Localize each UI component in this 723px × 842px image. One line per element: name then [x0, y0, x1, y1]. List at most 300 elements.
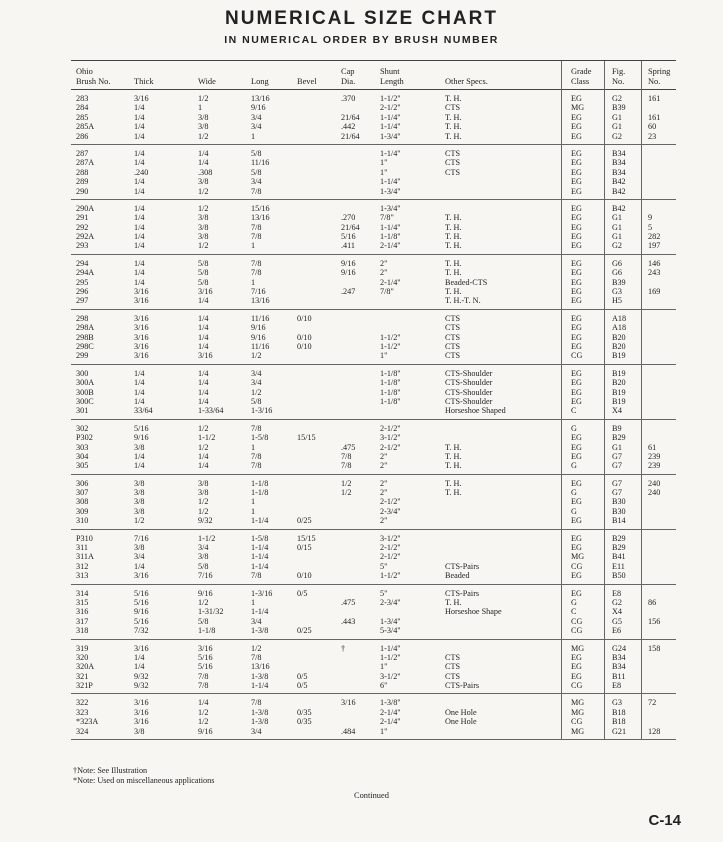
cell-cap: 21/64	[341, 112, 360, 122]
cell-other: CTS	[445, 313, 461, 323]
cell-wide: 3/8	[198, 488, 209, 498]
cell-wide: 5/8	[198, 277, 209, 287]
cell-spring: 128	[648, 726, 661, 736]
cell-no: 315	[76, 597, 89, 607]
cell-thick: 3/16	[134, 717, 149, 727]
cell-long: 5/8	[251, 396, 262, 406]
cell-fig: X4	[612, 607, 623, 617]
cell-no: 322	[76, 698, 89, 708]
cell-other: T. H.	[445, 222, 462, 232]
cell-other: T. H.	[445, 94, 462, 103]
cell-grade: G	[571, 597, 577, 607]
cell-other: CTS-Shoulder	[445, 396, 493, 406]
cell-no: 293	[76, 241, 89, 251]
cell-thick: 33/64	[134, 406, 153, 416]
cell-no: 320A	[76, 662, 95, 672]
cell-no: 289	[76, 177, 89, 187]
cell-cap: .475	[341, 597, 356, 607]
cell-no: 303	[76, 442, 89, 452]
cell-shunt: 2"	[380, 268, 388, 278]
cell-wide: 1/2	[198, 717, 209, 727]
table-row	[71, 259, 676, 268]
cell-thick: 1/4	[134, 103, 145, 113]
cell-long: 13/16	[251, 662, 270, 672]
cell-thick: 1/4	[134, 652, 145, 662]
cell-thick: 3/16	[134, 94, 149, 103]
cell-shunt: 1-1/2"	[380, 341, 401, 351]
row-group	[71, 420, 676, 475]
cell-fig: B18	[612, 707, 626, 717]
cell-fig: B39	[612, 277, 626, 287]
row-group	[71, 90, 676, 145]
cell-other: T. H.	[445, 442, 462, 452]
table-row	[71, 617, 676, 626]
cell-wide: 1/4	[198, 332, 209, 342]
table-row	[71, 488, 676, 497]
cell-grade: EG	[571, 368, 582, 378]
cell-grade: EG	[571, 177, 582, 187]
cell-long: 7/8	[251, 268, 262, 278]
table-row	[71, 113, 676, 122]
cell-shunt: 2-1/2"	[380, 442, 401, 452]
cell-fig: G5	[612, 616, 623, 626]
table-row	[71, 333, 676, 342]
cell-shunt: 1"	[380, 662, 388, 672]
cell-fig: G7	[612, 461, 623, 471]
cell-wide: 1/4	[198, 323, 209, 333]
table-row	[71, 543, 676, 552]
cell-no: 294	[76, 258, 89, 268]
cell-wide: 1-33/64	[198, 406, 224, 416]
cell-long: 7/8	[251, 652, 262, 662]
cell-shunt: 1-3/4"	[380, 203, 401, 213]
cell-grade: C	[571, 607, 577, 617]
cell-no: 300B	[76, 387, 94, 397]
cell-other: CTS	[445, 323, 461, 333]
cell-no: 307	[76, 488, 89, 498]
cell-thick: 1/2	[134, 516, 145, 526]
cell-shunt: 3-1/2"	[380, 533, 401, 543]
cell-shunt: 1-3/4"	[380, 616, 401, 626]
cell-shunt: 1-1/4"	[380, 177, 401, 187]
cell-spring: 61	[648, 442, 657, 452]
cell-wide: 3/8	[198, 478, 209, 488]
cell-other: CTS-Shoulder	[445, 387, 493, 397]
cell-grade: EG	[571, 203, 582, 213]
cell-long: 1-1/4	[251, 561, 269, 571]
cell-spring: 239	[648, 461, 661, 471]
cell-other: CTS	[445, 148, 461, 158]
cell-grade: EG	[571, 258, 582, 268]
cell-no: 283	[76, 94, 89, 103]
cell-long: 1	[251, 277, 256, 287]
cell-other: CTS	[445, 103, 461, 113]
cell-long: 1-3/8	[251, 717, 269, 727]
cell-grade: MG	[571, 103, 585, 113]
cell-grade: EG	[571, 277, 582, 287]
cell-thick: 3/8	[134, 488, 145, 498]
cell-fig: B34	[612, 167, 626, 177]
cell-thick: 5/16	[134, 616, 149, 626]
cell-no: 320	[76, 652, 89, 662]
cell-wide: 1/4	[198, 451, 209, 461]
cell-fig: X4	[612, 406, 623, 416]
cell-no: 294A	[76, 268, 95, 278]
cell-wide: 1/2	[198, 186, 209, 196]
cell-long: 7/8	[251, 232, 262, 242]
cell-shunt: 2"	[380, 258, 388, 268]
cell-fig: B20	[612, 378, 626, 388]
cell-wide: 1/4	[198, 313, 209, 323]
cell-long: 1-1/4	[251, 543, 269, 553]
cell-other: CTS	[445, 351, 461, 361]
cell-fig: G3	[612, 698, 623, 708]
cell-no: 292A	[76, 232, 95, 242]
table-row	[71, 323, 676, 332]
table-row	[71, 653, 676, 662]
cell-no: 324	[76, 726, 89, 736]
table-row	[71, 351, 676, 360]
table-row	[71, 232, 676, 241]
cell-wide: 7/8	[198, 681, 209, 691]
cell-wide: 1/2	[198, 423, 209, 433]
cell-fig: E8	[612, 681, 622, 691]
cell-wide: 3/8	[198, 177, 209, 187]
cell-thick: 1/4	[134, 213, 145, 223]
cell-fig: B19	[612, 368, 626, 378]
table-row	[71, 727, 676, 736]
cell-long: 15/16	[251, 203, 270, 213]
cell-other: One Hole	[445, 717, 477, 727]
cell-shunt: 1-1/4"	[380, 222, 401, 232]
cell-long: 1/2	[251, 387, 262, 397]
cell-long: 3/4	[251, 368, 262, 378]
cell-grade: EG	[571, 112, 582, 122]
cell-grade: EG	[571, 186, 582, 196]
cell-thick: 1/4	[134, 461, 145, 471]
cell-wide: 1/4	[198, 148, 209, 158]
cell-no: 284	[76, 103, 89, 113]
table-row	[71, 342, 676, 351]
cell-thick: 1/4	[134, 241, 145, 251]
cell-cap: 9/16	[341, 258, 356, 268]
cell-other: T. H.	[445, 131, 462, 141]
header-cap: Cap Dia.	[341, 67, 356, 86]
cell-bevel: 0/35	[297, 707, 312, 717]
table-row	[71, 681, 676, 690]
cell-grade: EG	[571, 662, 582, 672]
table-row	[71, 369, 676, 378]
cell-shunt: 1-3/4"	[380, 131, 401, 141]
table-row	[71, 443, 676, 452]
cell-long: 3/4	[251, 112, 262, 122]
cell-no: 299	[76, 351, 89, 361]
cell-thick: 5/16	[134, 597, 149, 607]
cell-wide: 1/2	[198, 241, 209, 251]
cell-shunt: 1-1/4"	[380, 148, 401, 158]
cell-other: Beaded	[445, 571, 470, 581]
cell-grade: EG	[571, 232, 582, 242]
cell-other: T. H.	[445, 451, 462, 461]
cell-cap: 21/64	[341, 222, 360, 232]
cell-other: T. H.	[445, 122, 462, 132]
cell-thick: 9/32	[134, 671, 149, 681]
cell-cap: .442	[341, 122, 356, 132]
cell-no: 300	[76, 368, 89, 378]
cell-other: CTS-Pairs	[445, 588, 480, 598]
row-group	[71, 255, 676, 310]
cell-fig: G6	[612, 268, 623, 278]
cell-shunt: 2-1/4"	[380, 707, 401, 717]
cell-thick: 3/8	[134, 442, 145, 452]
cell-grade: G	[571, 423, 577, 433]
table-row	[71, 507, 676, 516]
cell-fig: B41	[612, 552, 626, 562]
table-row	[71, 103, 676, 112]
cell-fig: A18	[612, 323, 627, 333]
table-row	[71, 662, 676, 671]
cell-long: 1	[251, 442, 256, 452]
cell-wide: 3/8	[198, 122, 209, 132]
cell-fig: E6	[612, 626, 622, 636]
cell-grade: CG	[571, 351, 583, 361]
table-row	[71, 433, 676, 442]
cell-other: CTS	[445, 158, 461, 168]
cell-bevel: 0/5	[297, 671, 308, 681]
table-row	[71, 516, 676, 525]
cell-thick: 3/16	[134, 351, 149, 361]
cell-no: 314	[76, 588, 89, 598]
cell-wide: 1/2	[198, 597, 209, 607]
cell-wide: 1-1/8	[198, 626, 216, 636]
table-row	[71, 644, 676, 653]
header-fig: Fig. No.	[612, 67, 626, 86]
cell-spring: 161	[648, 112, 661, 122]
cell-no: 305	[76, 461, 89, 471]
cell-fig: B30	[612, 506, 626, 516]
cell-fig: G24	[612, 643, 627, 653]
cell-grade: EG	[571, 287, 582, 297]
cell-cap: .370	[341, 94, 356, 103]
cell-fig: B39	[612, 103, 626, 113]
cell-long: 11/16	[251, 313, 270, 323]
cell-wide: 1/4	[198, 698, 209, 708]
cell-spring: 72	[648, 698, 657, 708]
cell-grade: EG	[571, 122, 582, 132]
cell-thick: 1/4	[134, 368, 145, 378]
cell-fig: G21	[612, 726, 627, 736]
cell-thick: 3/8	[134, 497, 145, 507]
table-row	[71, 177, 676, 186]
cell-shunt: 1-1/2"	[380, 94, 401, 103]
cell-no: 285A	[76, 122, 95, 132]
cell-grade: EG	[571, 571, 582, 581]
cell-cap: 9/16	[341, 268, 356, 278]
cell-spring: 158	[648, 643, 661, 653]
table-row	[71, 213, 676, 222]
table-row	[71, 132, 676, 141]
cell-no: 287A	[76, 158, 95, 168]
cell-thick: 1/4	[134, 268, 145, 278]
cell-fig: G7	[612, 451, 623, 461]
cell-no: 298A	[76, 323, 95, 333]
cell-shunt: 1-3/4"	[380, 186, 401, 196]
cell-grade: EG	[571, 378, 582, 388]
cell-shunt: 2"	[380, 451, 388, 461]
cell-long: 7/16	[251, 287, 266, 297]
cell-grade: EG	[571, 516, 582, 526]
cell-thick: 7/16	[134, 533, 149, 543]
cell-long: 7/8	[251, 222, 262, 232]
cell-cap: 1/2	[341, 488, 352, 498]
cell-grade: CG	[571, 717, 583, 727]
cell-spring: 23	[648, 131, 657, 141]
cell-long: 1	[251, 506, 256, 516]
cell-bevel: 15/15	[297, 533, 316, 543]
cell-shunt: 2-1/4"	[380, 717, 401, 727]
table-row	[71, 534, 676, 543]
cell-thick: 1/4	[134, 186, 145, 196]
cell-bevel: 0/10	[297, 341, 312, 351]
cell-fig: B42	[612, 186, 626, 196]
cell-wide: 1/2	[198, 94, 209, 103]
cell-bevel: 0/15	[297, 543, 312, 553]
cell-long: 7/8	[251, 698, 262, 708]
cell-cap: 21/64	[341, 131, 360, 141]
cell-shunt: 1-1/2"	[380, 571, 401, 581]
cell-long: 5/8	[251, 148, 262, 158]
row-group	[71, 585, 676, 640]
table-row	[71, 598, 676, 607]
cell-long: 1-3/16	[251, 588, 273, 598]
table-row	[71, 278, 676, 287]
row-group	[71, 310, 676, 365]
cell-wide: 1/4	[198, 387, 209, 397]
row-group	[71, 640, 676, 695]
cell-grade: CG	[571, 561, 583, 571]
cell-other: CTS	[445, 332, 461, 342]
grade-divider	[561, 61, 562, 740]
cell-fig: B14	[612, 516, 626, 526]
cell-fig: G1	[612, 232, 623, 242]
cell-spring: 60	[648, 122, 657, 132]
cell-thick: 5/16	[134, 588, 149, 598]
cell-fig: G2	[612, 241, 623, 251]
cell-no: 313	[76, 571, 89, 581]
cell-grade: MG	[571, 552, 585, 562]
cell-thick: 1/4	[134, 662, 145, 672]
cell-grade: EG	[571, 332, 582, 342]
cell-spring: 146	[648, 258, 661, 268]
cell-shunt: 1"	[380, 726, 388, 736]
cell-wide: 1/4	[198, 461, 209, 471]
cell-shunt: 2-3/4"	[380, 597, 401, 607]
cell-no: 323	[76, 707, 89, 717]
cell-thick: 3/16	[134, 571, 149, 581]
cell-wide: 5/8	[198, 561, 209, 571]
cell-grade: CG	[571, 616, 583, 626]
table-row	[71, 378, 676, 387]
cell-wide: 1/4	[198, 396, 209, 406]
cell-spring: 239	[648, 451, 661, 461]
row-group	[71, 694, 676, 740]
cell-bevel: 0/10	[297, 313, 312, 323]
cell-shunt: 2-1/2"	[380, 543, 401, 553]
cell-grade: CG	[571, 681, 583, 691]
cell-spring: 9	[648, 213, 653, 223]
table-body	[71, 90, 676, 740]
cell-grade: EG	[571, 131, 582, 141]
cell-grade: EG	[571, 442, 582, 452]
cell-no: 308	[76, 497, 89, 507]
cell-shunt: 5"	[380, 588, 388, 598]
cell-spring: 240	[648, 478, 661, 488]
cell-thick: 3/8	[134, 543, 145, 553]
cell-wide: 5/16	[198, 662, 213, 672]
cell-no: 291	[76, 213, 89, 223]
cell-other: Horseshoe Shaped	[445, 406, 506, 416]
cell-wide: .308	[198, 167, 213, 177]
cell-shunt: 1-1/4"	[380, 643, 401, 653]
cell-thick: 9/16	[134, 607, 149, 617]
cell-grade: EG	[571, 213, 582, 223]
cell-other: Horseshoe Shape	[445, 607, 502, 617]
cell-long: 7/8	[251, 423, 262, 433]
cell-thick: 1/4	[134, 277, 145, 287]
cell-grade: EG	[571, 313, 582, 323]
cell-no: 311	[76, 543, 88, 553]
cell-grade: EG	[571, 296, 582, 306]
cell-long: 1	[251, 497, 256, 507]
header-thick: Thick	[134, 76, 154, 86]
cell-fig: E8	[612, 588, 622, 598]
cell-wide: 5/16	[198, 652, 213, 662]
table-row	[71, 497, 676, 506]
cell-long: 3/4	[251, 616, 262, 626]
cell-fig: E11	[612, 561, 625, 571]
cell-spring: 282	[648, 232, 661, 242]
cell-other: T. H.	[445, 597, 462, 607]
cell-wide: 1/2	[198, 497, 209, 507]
cell-shunt: 1-1/8"	[380, 368, 401, 378]
cell-fig: B19	[612, 396, 626, 406]
cell-fig: G1	[612, 442, 623, 452]
cell-other: T. H.	[445, 112, 462, 122]
table-header	[71, 61, 676, 90]
cell-shunt: 2"	[380, 488, 388, 498]
cell-other: CTS	[445, 671, 461, 681]
cell-fig: G6	[612, 258, 623, 268]
cell-shunt: 7/8"	[380, 287, 394, 297]
cell-long: 3/4	[251, 122, 262, 132]
cell-no: 300A	[76, 378, 95, 388]
table-row	[71, 187, 676, 196]
table-row	[71, 672, 676, 681]
cell-fig: B50	[612, 571, 626, 581]
cell-other: T. H.	[445, 213, 462, 223]
table-row	[71, 388, 676, 397]
cell-thick: 3/16	[134, 287, 149, 297]
cell-grade: EG	[571, 396, 582, 406]
cell-thick: 3/16	[134, 296, 149, 306]
cell-long: 1	[251, 131, 256, 141]
cell-long: 1	[251, 241, 256, 251]
footnote-illustration: †Note: See Illustration	[73, 766, 148, 775]
cell-grade: EG	[571, 433, 582, 443]
cell-thick: 1/4	[134, 158, 145, 168]
table-row	[71, 314, 676, 323]
row-group	[71, 365, 676, 420]
